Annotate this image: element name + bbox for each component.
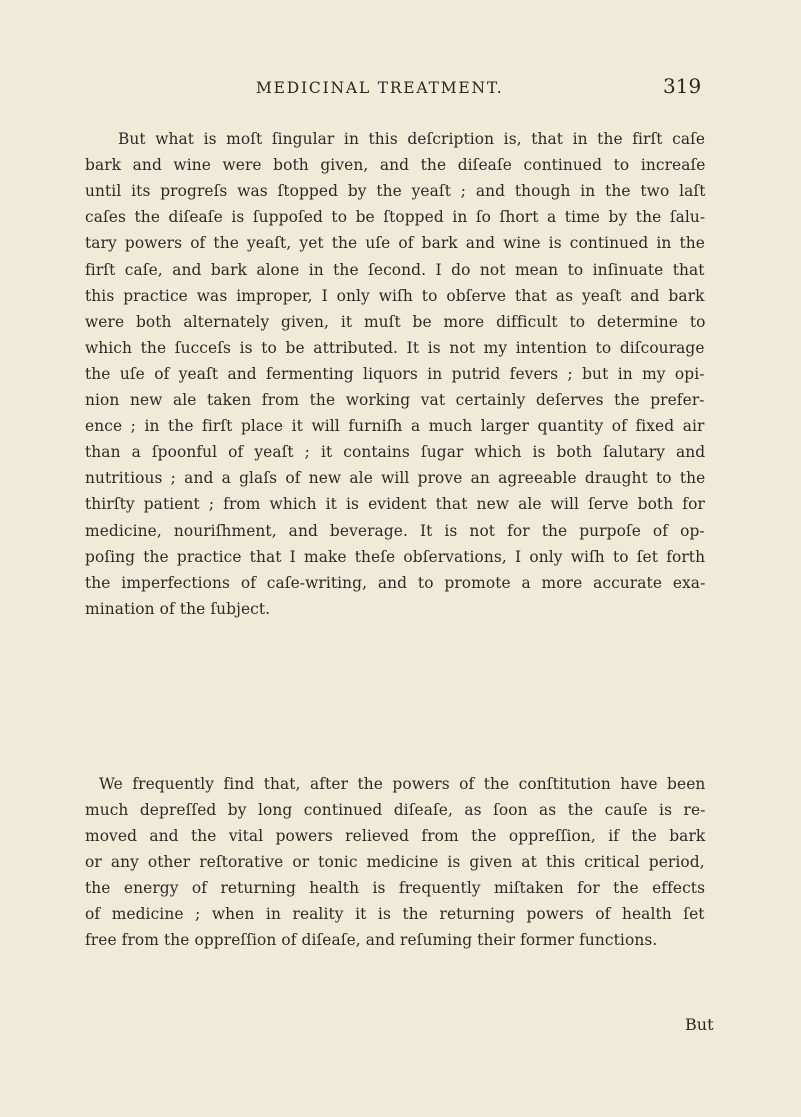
text-line: bark and wine were both given, and the diſeaſe continued to increaſe [85,156,706,174]
text-line: free from the oppreſſion of diſeaſe, and reſuming their former functions. [85,931,658,949]
text-line: tary powers of the yeaſt, yet the uſe of bark and wine is continued in the [85,234,706,252]
text-line: poſing the practice that I make theſe obſervations, I only wiſh to ſet forth [85,548,706,566]
text-line: We frequently find that, after the powers of the conſtitution have been [99,775,706,793]
text-line: the imperfections of caſe-writing, and to promote a more accurate exa- [85,574,706,592]
text-line: which the ſucceſs is to be attributed. It is not my intention to diſcourage [85,339,705,357]
catchword: But [685,1015,714,1034]
text-line: thirſty patient ; from which it is evident that new ale will ſerve both for [85,495,705,513]
text-line: the energy of returning health is frequently miſtaken for the effects [85,879,706,897]
text-line: of medicine ; when in reality it is the returning powers of health ſet [85,905,705,923]
text-line: nutritious ; and a glaſs of new ale will prove an agreeable draught to the [85,469,706,487]
text-line: moved and the vital powers relieved from the oppreſſion, if the bark [85,827,706,845]
text-line: this practice was improper, I only wiſh to obſerve that as yeaſt and bark [85,287,705,305]
text-line: or any other reſtorative or tonic medicine is given at this critical period, [85,853,705,871]
text-line: firſt caſe, and bark alone in the ſecond. I do not mean to inſinuate that [85,261,705,279]
text-line: But what is moſt ſingular in this deſcription is, that in the firſt caſe [118,130,706,148]
text-line: medicine, nouriſhment, and beverage. It is not for the purpoſe of op- [85,522,705,540]
text-line: caſes the diſeaſe is ſuppoſed to be ſtopped in ſo ſhort a time by the ſalu- [85,208,706,226]
text-line: much depreſſed by long continued diſeaſe, as ſoon as the cauſe is re- [85,801,706,819]
page-number: 319 [663,74,702,98]
text-line: than a ſpoonful of yeaſt ; it contains ſugar which is both ſalutary and [85,443,706,461]
running-title: MEDICINAL TREATMENT. [256,79,504,97]
text-line: the uſe of yeaſt and fermenting liquors in putrid fevers ; but in my opi- [85,365,705,383]
text-line: ence ; in the firſt place it will furniſh a much larger quantity of fixed air [85,417,705,435]
text-line: nion new ale taken from the working vat certainly deſerves the prefer- [85,391,705,409]
text-line: mination of the ſubject. [85,600,271,618]
text-line: were both alternately given, it muſt be more difficult to determine to [85,313,706,331]
text-line: until its progreſs was ſtopped by the yeaſt ; and though in the two laſt [85,182,706,200]
